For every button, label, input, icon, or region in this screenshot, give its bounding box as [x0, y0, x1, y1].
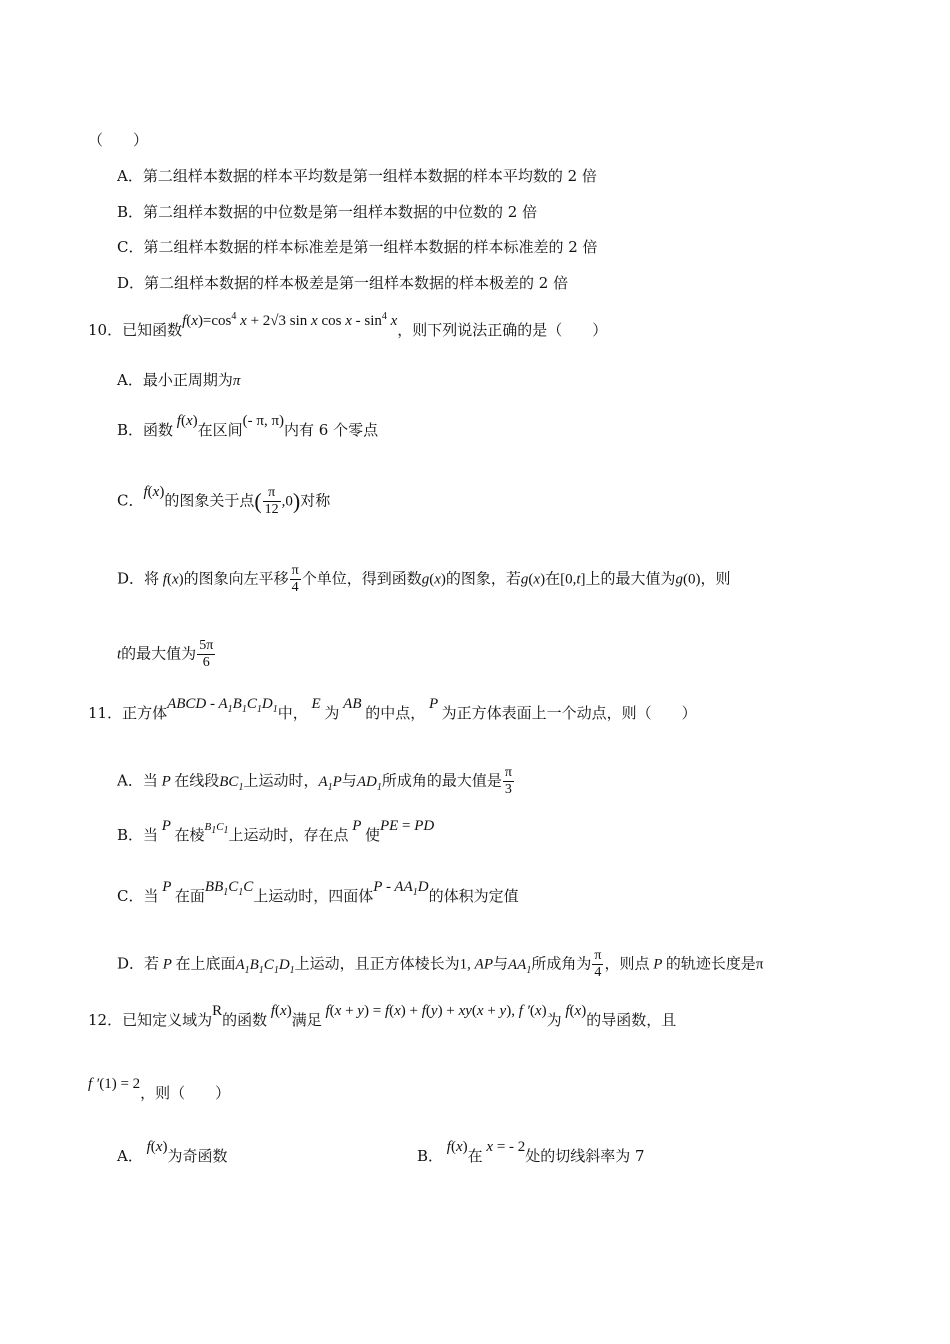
q10-option-c: C．f(x)的图象关于点( $\frac{\pi}{12}$ ,0)对称: [117, 483, 331, 517]
q9-option-b: B．第二组样本数据的中位数是第一组样本数据的中位数的 2 倍: [117, 203, 538, 221]
q9-paren: （ ）: [88, 131, 149, 149]
q10-option-d-cont: t的最大值为 $\frac{5\pi}{6}$: [117, 638, 214, 670]
q9-option-c: C．第二组样本数据的样本标准差是第一组样本数据的样本标准差的 2 倍: [117, 238, 598, 256]
q12-stem-cont: f ′(1) = 2，则（ ）: [88, 1076, 231, 1102]
q9-option-a: A．第二组样本数据的样本平均数是第一组样本数据的样本平均数的 2 倍: [117, 167, 597, 185]
q9-option-d: D．第二组样本数据的样本极差是第一组样本数据的样本极差的 2 倍: [117, 274, 569, 292]
q12-functional-equation: f(x + y) = f(x) + f(y) + xy(x + y), f ′(x): [321, 1003, 547, 1019]
q10-option-a: A．最小正周期为π: [117, 371, 241, 389]
q10-option-b: B．函数 f(x)在区间(- π, π)内有 6 个零点: [117, 413, 379, 439]
q10-stem: 10．已知函数$f(x)=\cos^4$ x + 2√3 sin x cos x - $\sin^4 x$，则下列说法正确的是（ ）: [88, 311, 608, 339]
q11-option-d: D．若 P 在上底面$A_1B_1C_1D_1$上运动，且正方体棱长为1, AP与$AA_1$所成角为 $\frac{\pi}{4}$ ，则点 P 的轨迹长度是π: [117, 948, 764, 980]
q11-option-a: A．当 P 在线段$BC_1$上运动时，$A_1P$与$AD_1$所成角的最大值是 $\frac{\pi}{3}$: [117, 765, 512, 797]
q10-option-d: D．将 f(x)的图象向左平移 $\frac{\pi}{4}$ 个单位，得到函数g(x)的图象，若g(x)在[0,t]上的最大值为g(0)，则: [117, 563, 731, 595]
q12-option-b: B． f(x)在 x = - 2处的切线斜率为 7: [417, 1139, 645, 1165]
q11-option-b: B．当 P 在棱$^{B_1C_1}$上运动时，存在点 P 使PE = PD: [117, 818, 435, 844]
q10-function-formula: $f(x)=\cos^4$ x + 2√3 sin x cos x - $\sin^4 x$: [182, 311, 398, 329]
q11-option-c: C．当 P 在面$BB_1C_1C$上运动时，四面体P - $AA_1D$的体积为定值: [117, 879, 519, 905]
q11-stem: 11．正方体ABCD - $A_1B_1C_1D_1$中， E 为 AB 的中点， P 为正方体表面上一个动点，则（ ）: [88, 696, 697, 722]
q12-stem: 12．已知定义域为R的函数 f(x)满足 f(x + y) = f(x) + f(y) + xy(x + y), f ′(x)为 f(x)的导函数，且: [88, 1003, 677, 1029]
q12-option-a: A． f(x)为奇函数: [117, 1139, 228, 1165]
